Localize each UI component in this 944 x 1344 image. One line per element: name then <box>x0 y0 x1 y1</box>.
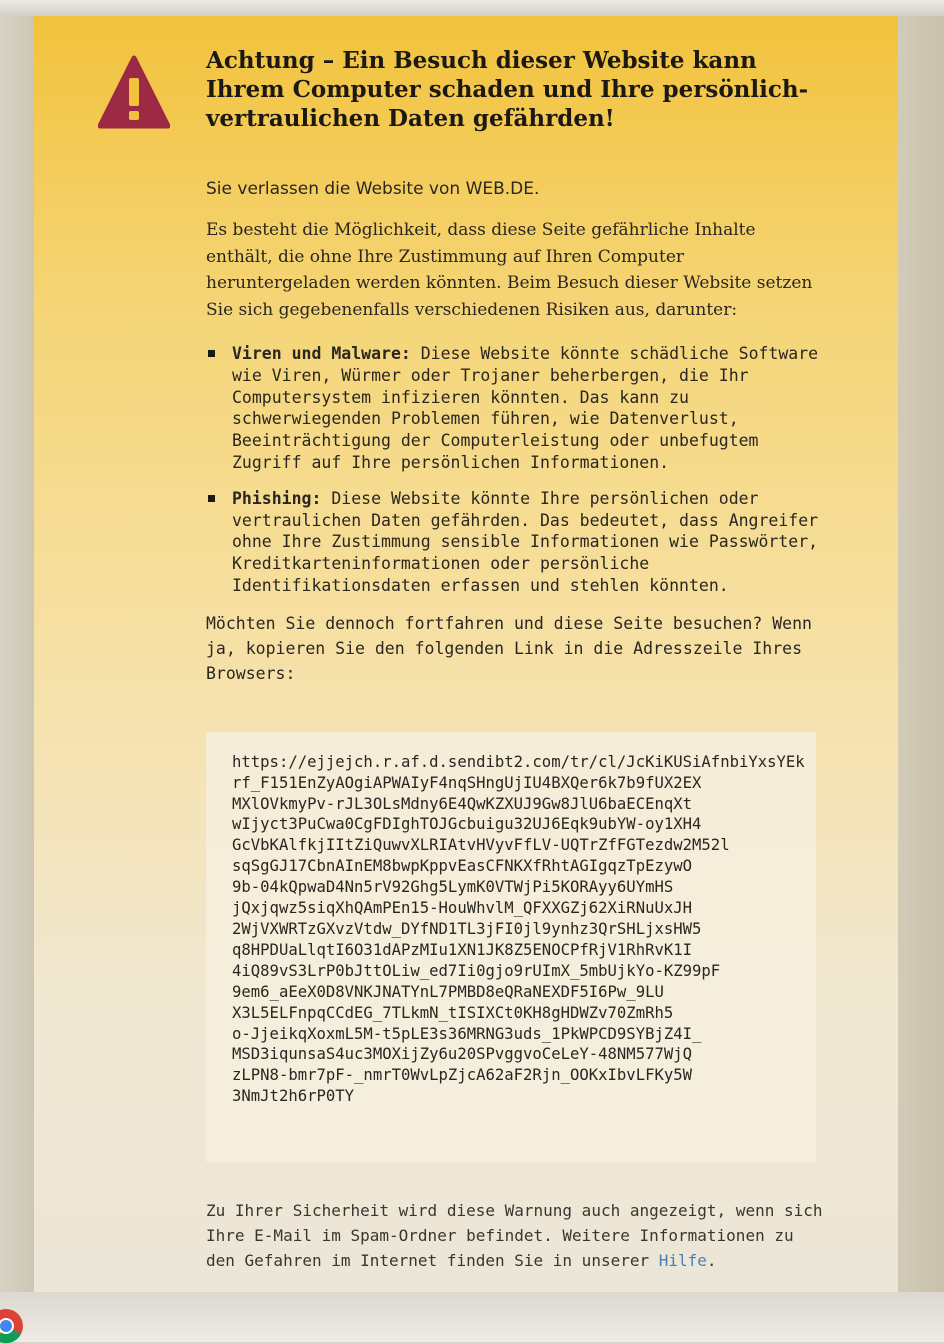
link-line[interactable]: 9em6_aEeX0D8VNKJNATYnL7PMBD8eQRaNEXDF5I6Pw_9LU <box>232 982 664 1001</box>
chrome-icon[interactable] <box>0 1308 24 1344</box>
link-line[interactable]: o-JjeikqXoxmL5M-t5pLE3s36MRNG3uds_1PkWPCD9SYBjZ4I_ <box>232 1024 702 1043</box>
leave-notice: Sie verlassen die Website von WEB.DE. <box>206 179 540 199</box>
link-line[interactable]: zLPN8-bmr7pF-_nmrT0WvLpZjcA62aF2Rjn_OOKxIbvLFKy5W <box>232 1066 693 1085</box>
link-line[interactable]: sqSgGJ17CbnAInEM8bwpKppvEasCFNKXfRhtAGIgqzTpEzywO <box>232 857 693 876</box>
warning-title: Achtung – Ein Besuch dieser Website kann Ihrem Computer schaden und Ihre persönlich-vertraulichen Daten gefährden! <box>206 47 809 132</box>
browser-top-edge <box>0 0 944 16</box>
risk-heading: Viren und Malware: <box>232 344 411 363</box>
link-line[interactable]: 4iQ89vS3LrP0bJttOLiw_ed7Ii0gjo9rUImX_5mbUjkYo-KZ99pF <box>232 961 721 980</box>
risk-heading: Phishing: <box>232 488 322 508</box>
risk-list <box>206 343 826 597</box>
risk-text: Diese Website könnte schädliche Software wie Viren, Würmer oder Trojaner beherbergen, die Ihr Computersystem infizieren könnten. Das kann zu schwerwiegenden Problemen führen, wie Datenverlust, Beeinträchtigung der Computerleistung oder unbefugtem Zugriff auf Ihre persönlichen Informationen. <box>232 344 819 472</box>
warning-panel <box>34 16 898 1292</box>
help-link[interactable]: Hilfe <box>658 1250 707 1270</box>
footer-end: . <box>706 1250 717 1270</box>
risk-item-malware <box>206 343 826 474</box>
warning-triangle-icon <box>98 54 170 130</box>
link-line[interactable]: MSD3iqunsaS4uc3MOXijZy6u20SPvggvoCeLeY-48NM577WjQ <box>232 1045 693 1064</box>
link-line[interactable]: rf_F151EnZyAOgiAPWAIyF4nqSHngUjIU4BXQer6k7b9fUX2EX <box>232 773 702 792</box>
right-gutter <box>898 16 944 1292</box>
link-line[interactable]: https://ejjejch.r.af.d.sendibt2.com/tr/cl/JcKiKUSiAfnbiYxsYEk <box>232 752 805 771</box>
link-line[interactable]: 2WjVXWRTzGXvzVtdw_DYfND1TL3jFI0jl9ynhz3QrSHLjxsHW5 <box>232 920 702 939</box>
link-line[interactable]: wIjyct3PuCwa0CgFDIghTOJGcbuigu32UJ6Eqk9ubYW-oy1XH4 <box>232 815 702 834</box>
link-line[interactable]: 9b-04kQpwaD4Nn5rV92Ghg5LymK0VTWjPi5KORAyy6UYmHS <box>232 878 674 897</box>
link-line[interactable]: MXlOVkmyPv-rJL3OLsMdny6E4QwKZXUJ9Gw8JlU6baECEnqXt <box>232 794 693 813</box>
link-line[interactable]: jQxjqwz5siqXhQAmPEn15-HouWhvlM_QFXXGZj62XiRNuUxJH <box>232 899 693 918</box>
link-line[interactable]: q8HPDUaLlqtI6O31dAPzMIu1XN1JK8Z5ENOCPfRjV1RhRvK1I <box>232 940 693 959</box>
link-line[interactable]: GcVbKAlfkjIItZiQuwvXLRIAtvHVyvFfLV-UQTrZfFGTezdw2M52l <box>232 836 730 855</box>
risk-item-phishing <box>206 488 826 597</box>
risk-intro: Es besteht die Möglichkeit, dass diese Seite gefährliche Inhalte enthält, die ohne Ihre Zustimmung auf Ihren Computer heruntergeladen werden könnten. Beim Besuch dieser Website setzen Sie sich gegebenenfalls verschiedenen Risiken aus, darunter: <box>206 220 813 320</box>
left-gutter <box>0 16 34 1292</box>
target-link-box[interactable] <box>206 732 816 1162</box>
warning-content <box>206 46 826 1273</box>
bullet-icon <box>208 350 215 357</box>
taskbar <box>0 1292 944 1342</box>
footer-note <box>206 1198 826 1273</box>
bullet-icon <box>208 495 215 502</box>
continue-question: Möchten Sie dennoch fortfahren und diese Seite besuchen? Wenn ja, kopieren Sie den folgenden Link in die Adresszeile Ihres Browsers: <box>206 613 812 683</box>
footer-text: Zu Ihrer Sicherheit wird diese Warnung auch angezeigt, wenn sich Ihre E-Mail im Spam-Ordner befindet. Weitere Informationen zu den Gefahren im Internet finden Sie in unserer <box>206 1200 823 1270</box>
link-line[interactable]: X3L5ELFnpqCCdEG_7TLkmN_tISIXCt0KH8gHDWZv70ZmRh5 <box>232 1003 674 1022</box>
link-line[interactable]: 3NmJt2h6rP0TY <box>232 1087 355 1106</box>
risk-text: Diese Website könnte Ihre persönlichen oder vertraulichen Daten gefährden. Das bedeutet, dass Angreifer ohne Ihre Zustimmung sensible Informationen wie Passwörter, Kreditkarteninformationen oder persönliche Identifikationsdaten erfassen und stehlen könnten. <box>232 488 819 595</box>
